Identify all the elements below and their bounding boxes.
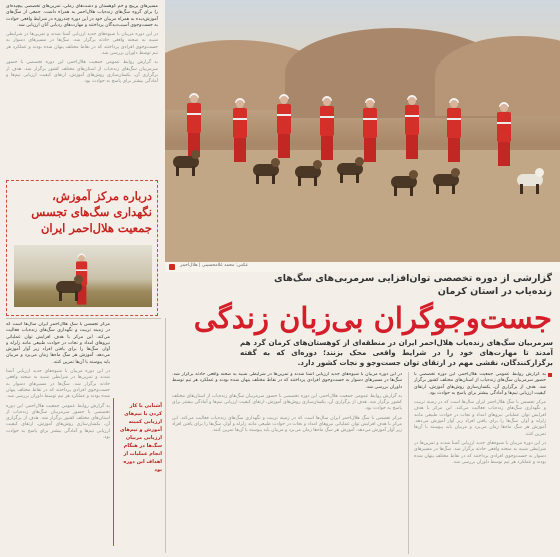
- intro-column: [6, 4, 158, 174]
- article-lead: سرمربیان سگ‌های زنده‌یاب هلال‌احمر ایران در منطقه‌ای از کوهستان‌های کرمان گرد هم آمدند تا مهارت‌های خود را در شرایط واقعی محک بزنند؛ دوره‌ای که به گفته برگزارکنندگان، نقشی مهم در ارتقای توان جست‌وجو و نجات کشور دارد.: [240, 338, 553, 367]
- body-right-text-more: در این دوره مربیان با شیوه‌های جدید ارزیابی آشنا شدند و تمرین‌ها در شرایطی شبیه به صحنه واقعی حادثه برگزار شد. سگ‌ها در مسیرهای دشوار به جست‌وجوی افرادی پرداختند که در نقاط مختلف پنهان شده بودند و عملکرد هر تیم توسط داوران بررسی شد.: [414, 440, 546, 465]
- sidebar-title: درباره مرکز آموزش، نگهداری سگ‌های تجسس جمعیت هلال‌احمر ایران: [31, 189, 152, 235]
- pull-quote: آشنایی با کار کردن با تیم‌های ارزیابی کمیته آموزش و تیم‌های ارزیابی مربیان سگ‌ها در هنگام انجام عملیات از اهداف این دوره بود: [119, 403, 162, 473]
- body-middle-text-more: مرکز تجسس با سگ هلال‌احمر ایران سال‌ها است که در زمینه تربیت و نگهداری سگ‌های زنده‌یاب فعالیت می‌کند. این مرکز با هدف افزایش توان عملیاتی نیروهای امداد و نجات در حوادث طبیعی مانند زلزله و آوار، سگ‌ها را برای یافتن افراد زیر آوار آموزش می‌دهد. آموزش هر سگ ماه‌ها زمان می‌برد و مربیان باید پیوسته با آن‌ها تمرین کنند.: [172, 415, 402, 434]
- body-right-text: به گزارش روابط عمومی جمعیت هلال‌احمر، این دوره تخصصی با حضور سرمربیان سگ‌های زنده‌یاب از استان‌های مختلف کشور برگزار شد. هدف از برگزاری آن، یکسان‌سازی روش‌های آموزش، ارتقای کیفیت ارزیابی تیم‌ها و آمادگی بیشتر برای پاسخ به حوادث بود.: [414, 372, 546, 396]
- body-middle-text-continued: به گزارش روابط عمومی جمعیت هلال‌احمر، این دوره تخصصی با حضور سرمربیان سگ‌های زنده‌یاب از استان‌های مختلف کشور برگزار شد. هدف از برگزاری آن، یکسان‌سازی روش‌های آموزش، ارتقای کیفیت ارزیابی تیم‌ها و آمادگی بیشتر برای پاسخ به حوادث بود.: [172, 393, 402, 412]
- intro-text-more: به گزارش روابط عمومی جمعیت هلال‌احمر، این دوره تخصصی با حضور سرمربیان سگ‌های زنده‌یاب از استان‌های مختلف کشور برگزار شد. هدف از برگزاری آن، یکسان‌سازی روش‌های آموزش، ارتقای کیفیت ارزیابی تیم‌ها و آمادگی بیشتر برای پاسخ به حوادث بود.: [6, 60, 158, 85]
- photo-credit: عکس: محمد غلامحسینی | هلال‌احمر: [180, 263, 249, 268]
- rescue-team-photo: [165, 0, 560, 262]
- body-column-right: [414, 372, 546, 552]
- intro-text-continued: در این دوره مربیان با شیوه‌های جدید ارزیابی آشنا شدند و تمرین‌ها در شرایطی شبیه به صحنه واقعی حادثه برگزار شد. سگ‌ها در مسیرهای دشوار به جست‌وجوی افرادی پرداختند که در نقاط مختلف پنهان شده بودند و عملکرد هر تیم توسط داوران بررسی شد.: [6, 32, 158, 57]
- photo-marker-icon: [169, 264, 175, 270]
- article-kicker: گزارشی از دوره تخصصی توان‌افزایی سرمربی‌های سگ‌های زنده‌یاب در استان کرمان: [273, 273, 552, 297]
- body-column-middle: [172, 372, 402, 552]
- intro-text: مسیرهای پرپیچ و خم کوهستان و دشت‌های رملی، تمرین‌های تخصصی پیچیده‌ای را برای گروه سگ‌های زنده‌یاب هلال‌احمر به همراه داشت. جمعی از سگ‌های آموزش‌دیده به همراه مربیان خود در این دوره چندروزه در شرایط واقعی حوادث به جست‌وجوی آسیب‌دیدگان پرداختند و مهارت‌های ردیابی آنان ارزیابی شد.: [6, 4, 158, 28]
- section-marker-icon: [548, 373, 552, 377]
- body-left-text-more: به گزارش روابط عمومی جمعیت هلال‌احمر، این دوره تخصصی با حضور سرمربیان سگ‌های زنده‌یاب از استان‌های مختلف کشور برگزار شد. هدف از برگزاری آن، یکسان‌سازی روش‌های آموزش، ارتقای کیفیت ارزیابی تیم‌ها و آمادگی بیشتر برای پاسخ به حوادث بود.: [6, 403, 110, 441]
- sidebar-photo: [14, 245, 152, 307]
- body-left-text-continued: در این دوره مربیان با شیوه‌های جدید ارزیابی آشنا شدند و تمرین‌ها در شرایطی شبیه به صحنه واقعی حادثه برگزار شد. سگ‌ها در مسیرهای دشوار به جست‌وجوی افرادی پرداختند که در نقاط مختلف پنهان شده بودند و عملکرد هر تیم توسط داوران بررسی شد.: [6, 369, 110, 400]
- body-left-text: مرکز تجسس با سگ هلال‌احمر ایران سال‌ها است که در زمینه تربیت و نگهداری سگ‌های زنده‌یاب فعالیت می‌کند. این مرکز با هدف افزایش توان عملیاتی نیروهای امداد و نجات در حوادث طبیعی مانند زلزله و آوار، سگ‌ها را برای یافتن افراد زیر آوار آموزش می‌دهد. آموزش هر سگ ماه‌ها زمان می‌برد و مربیان باید پیوسته با آن‌ها تمرین کنند.: [6, 322, 110, 365]
- column-divider: [6, 318, 161, 319]
- article-headline: جست‌وجوگران بی‌زبان زندگی: [193, 301, 552, 335]
- body-column-left: [6, 322, 110, 552]
- body-middle-text: در این دوره مربیان با شیوه‌های جدید ارزیابی آشنا شدند و تمرین‌ها در شرایطی شبیه به صحنه واقعی حادثه برگزار شد. سگ‌ها در مسیرهای دشوار به جست‌وجوی افرادی پرداختند که در نقاط مختلف پنهان شده بودند و عملکرد هر تیم توسط داوران بررسی شد.: [172, 372, 402, 390]
- body-right-text-continued: مرکز تجسس با سگ هلال‌احمر ایران سال‌ها است که در زمینه تربیت و نگهداری سگ‌های زنده‌یاب فعالیت می‌کند. این مرکز با هدف افزایش توان عملیاتی نیروهای امداد و نجات در حوادث طبیعی مانند زلزله و آوار، سگ‌ها را برای یافتن افراد زیر آوار آموزش می‌دهد. آموزش هر سگ ماه‌ها زمان می‌برد و مربیان باید پیوسته با آن‌ها تمرین کنند.: [414, 400, 546, 437]
- column-divider: [408, 372, 409, 554]
- column-divider: [165, 318, 166, 553]
